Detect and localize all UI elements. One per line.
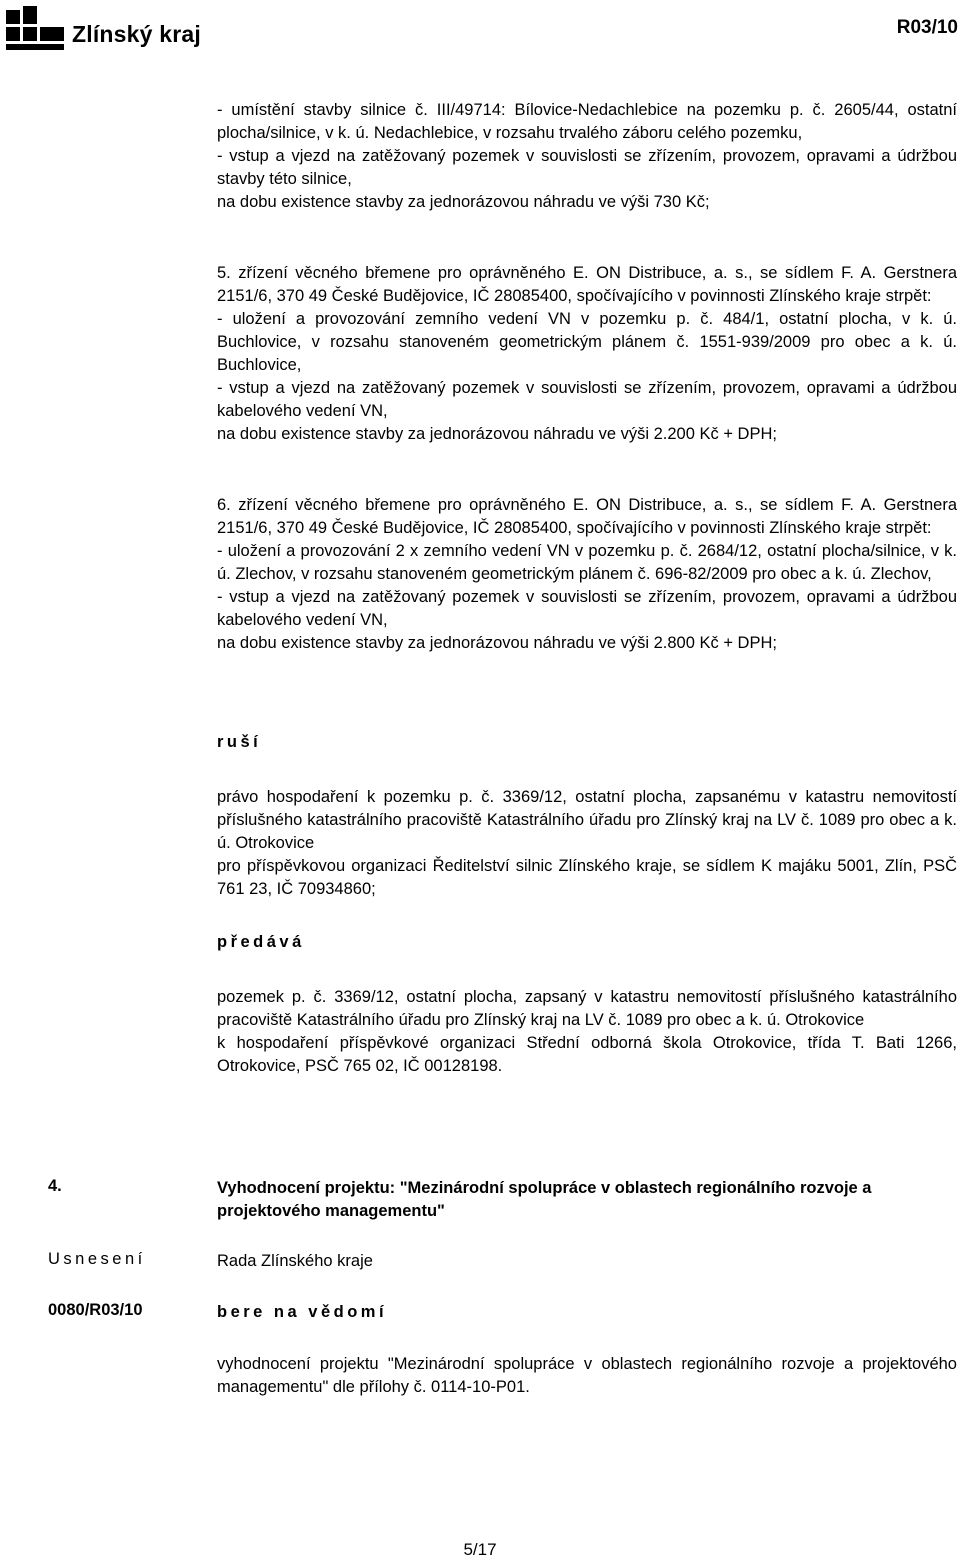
item-number: 4. <box>48 1177 62 1195</box>
section-item-6 <box>217 494 957 655</box>
council-name: Rada Zlínského kraje <box>217 1252 373 1270</box>
bere-na-vedomi-label: bere na vědomí <box>217 1303 388 1321</box>
paragraph: pozemek p. č. 3369/12, ostatní plocha, zapsaný v katastru nemovitostí příslušného katastrálního pracoviště Katastrálního úřadu pro Zlínský kraj na LV č. 1089 pro obec a k. ú. Otrokovice <box>217 988 957 1029</box>
paragraph: na dobu existence stavby za jednorázovou náhradu ve výši 2.200 Kč + DPH; <box>217 425 777 443</box>
paragraph: na dobu existence stavby za jednorázovou náhradu ve výši 2.800 Kč + DPH; <box>217 634 777 652</box>
paragraph: - vstup a vjezd na zatěžovaný pozemek v souvislosti se zřízením, provozem, opravami a údržbou stavby této silnice, <box>217 147 957 188</box>
paragraph: - umístění stavby silnice č. III/49714: Bílovice-Nedachlebice na pozemku p. č. 2605/44, ostatní plocha/silnice, v k. ú. Nedachlebice, v rozsahu trvalého záboru celého pozemku, <box>217 101 957 142</box>
paragraph: na dobu existence stavby za jednorázovou náhradu ve výši 730 Kč; <box>217 193 710 211</box>
paragraph: - vstup a vjezd na zatěžovaný pozemek v souvislosti se zřízením, provozem, opravami a údržbou kabelového vedení VN, <box>217 588 957 629</box>
page-number: 5/17 <box>463 1540 497 1559</box>
section-road-placement <box>217 99 957 214</box>
section-predava <box>217 986 957 1078</box>
paragraph: pro příspěvkovou organizaci Ředitelství silnic Zlínského kraje, se sídlem K majáku 5001, Zlín, PSČ 761 23, IČ 70934860; <box>217 857 957 898</box>
usneseni-label: Usnesení <box>48 1250 146 1268</box>
item-title: Vyhodnocení projektu: "Mezinárodní spolupráce v oblastech regionálního rozvoje a projektového managementu" <box>217 1179 872 1220</box>
rusi-heading: ruší <box>217 733 262 751</box>
resolution-number: 0080/R03/10 <box>48 1301 143 1319</box>
paragraph: 5. zřízení věcného břemene pro oprávněného E. ON Distribuce, a. s., se sídlem F. A. Gerstnera 2151/6, 370 49 České Budějovice, IČ 28085400, spočívajícího v povinnosti Zlínského kraje strpět: <box>217 264 957 305</box>
section-rusi <box>217 786 957 901</box>
resolution-text: vyhodnocení projektu "Mezinárodní spolupráce v oblastech regionálního rozvoje a projektového managementu" dle přílohy č. 0114-10-P01. <box>217 1355 957 1396</box>
predava-heading: předává <box>217 933 305 951</box>
page-header <box>0 0 960 60</box>
section-item-5 <box>217 262 957 446</box>
paragraph: - uložení a provozování zemního vedení VN v pozemku p. č. 484/1, ostatní plocha, v k. ú. Buchlovice, v rozsahu stanoveném geometrickým plánem č. 1551-939/2009 pro obec a k. ú. Buchlovice, <box>217 310 957 374</box>
logo-squares-icon <box>6 6 68 50</box>
logo-text: Zlínský kraj <box>72 21 201 47</box>
document-code: R03/10 <box>896 17 958 38</box>
paragraph: právo hospodaření k pozemku p. č. 3369/12, ostatní plocha, zapsanému v katastru nemovitostí příslušného katastrálního pracoviště Katastrálního úřadu pro Zlínský kraj na LV č. 1089 pro obec a k. ú. Otrokovice <box>217 788 957 852</box>
paragraph: 6. zřízení věcného břemene pro oprávněného E. ON Distribuce, a. s., se sídlem F. A. Gerstnera 2151/6, 370 49 České Budějovice, IČ 28085400, spočívajícího v povinnosti Zlínského kraje strpět: <box>217 496 957 537</box>
zlinsky-kraj-logo <box>6 6 201 50</box>
paragraph: - vstup a vjezd na zatěžovaný pozemek v souvislosti se zřízením, provozem, opravami a údržbou kabelového vedení VN, <box>217 379 957 420</box>
paragraph: k hospodaření příspěvkové organizaci Střední odborná škola Otrokovice, třída T. Bati 1266, Otrokovice, PSČ 765 02, IČ 00128198. <box>217 1034 957 1075</box>
paragraph: - uložení a provozování 2 x zemního vedení VN v pozemku p. č. 2684/12, ostatní plocha/silnice, v k. ú. Zlechov, v rozsahu stanoveném geometrickým plánem č. 696-82/2009 pro obec a k. ú. Zlechov, <box>217 542 957 583</box>
